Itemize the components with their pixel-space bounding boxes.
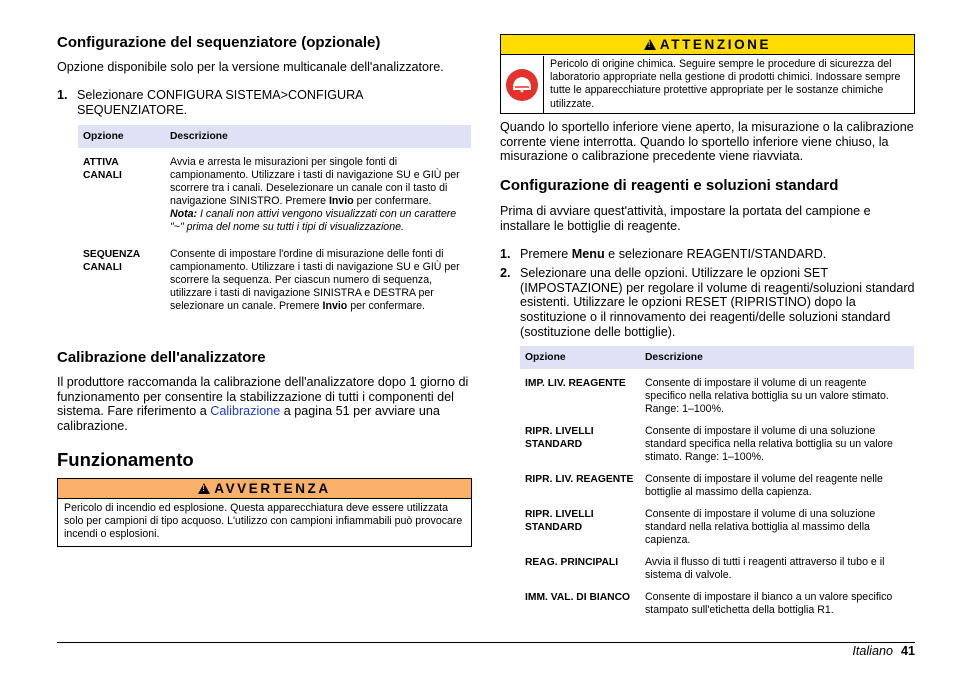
option-name: REAG. PRINCIPALI xyxy=(525,557,619,568)
option-description: Consente di impostare il volume del reagente nelle bottiglie al massimo della capienza. xyxy=(645,473,883,498)
caution-label: ATTENZIONE xyxy=(659,37,772,52)
section-title-calibration: Calibrazione dell'analizzatore xyxy=(57,349,266,366)
table-row xyxy=(520,556,914,591)
step-text: Selezionare CONFIGURA SISTEMA>CONFIGURA SEQUENZIATORE. xyxy=(77,88,363,117)
option-name: RIPR. LIVELLI STANDARD xyxy=(525,509,594,533)
step-1-sequencer xyxy=(57,88,472,118)
option-name: SEQUENZA CANALI xyxy=(83,249,140,273)
page-footer xyxy=(852,644,915,658)
chemical-hazard-icon xyxy=(505,68,539,102)
option-name: IMM. VAL. DI BIANCO xyxy=(525,592,631,603)
option-description: Avvia il flusso di tutti i reagenti attraverso il tubo e il sistema di valvole. xyxy=(645,556,885,581)
step-1-reagents xyxy=(500,247,915,263)
table-header-option: Opzione xyxy=(78,125,165,148)
note-label: Nota: xyxy=(170,208,198,220)
option-name: IMP. LIV. REAGENTE xyxy=(525,378,626,389)
table-row xyxy=(520,508,914,556)
footer-language: Italiano xyxy=(852,644,893,658)
option-description: Consente di impostare il volume di una soluzione standard specifica nella relativa bottiglia su un valore stimato. Range: 1–100%. xyxy=(645,425,893,463)
table-row xyxy=(520,425,914,473)
section-title-operation: Funzionamento xyxy=(57,449,194,470)
caution-box xyxy=(500,34,915,114)
calibration-text: Il produttore raccomanda la calibrazione dell'analizzatore dopo 1 giorno di funzionamento per consentire la stabilizzazione di tutti i componenti del sistema. Fare riferimento a Calibrazione a pagina 51 per avviare una calibrazione. xyxy=(57,375,469,434)
step-number: 1. xyxy=(500,247,511,261)
reagents-intro: Prima di avviare quest'attività, impostare la portata del campione e installare le bottiglie di reagente. xyxy=(500,204,871,233)
step-text: Selezionare una delle opzioni. Utilizzare le opzioni SET (IMPOSTAZIONE) per regolare il volume di reagenti/soluzioni standard esistenti. Utilizzare le opzioni RESET (RIPRISTINO) dopo la sostituzione o il rinnovamento dei reagenti/delle soluzioni standard (sostituzione delle bottiglie). xyxy=(520,266,915,339)
option-description: Avvia e arresta le misurazioni per singole fonti di campionamento. Utilizzare i tasti di navigazione SU e GIÙ per scorrere tra i canali. Deselezionare un canale con il tasto di navigazione SINISTRO. Premere Invio per confermare. Nota: I canali non attivi vengono visualizzati con un carattere "~" prima del nome su tutti i tipi di visualizzazione. xyxy=(170,156,460,233)
door-info-text: Quando lo sportello inferiore viene aperto, la misurazione o la calibrazione corrente viene interrotta. Quando lo sportello inferiore viene chiuso, la misurazione o calibrazione precedente viene riavviata. xyxy=(500,120,914,164)
option-description: Consente di impostare il bianco a un valore specifico stampato sull'etichetta della bottiglia R1. xyxy=(645,591,893,616)
sequencer-options-table xyxy=(78,125,471,313)
warning-triangle-icon xyxy=(198,483,210,494)
sequencer-intro: Opzione disponibile solo per la versione multicanale dell'analizzatore. xyxy=(57,60,444,74)
warning-box xyxy=(57,478,472,547)
caution-text: Pericolo di origine chimica. Seguire sempre le procedure di sicurezza del laboratorio appropriate nella gestione di prodotti chimici. Indossare sempre tutte le apparecchiature protettive appropriate per le sostanze chimiche utilizzate. xyxy=(550,58,901,110)
caution-header xyxy=(501,35,914,55)
table-row xyxy=(78,148,471,248)
warning-text: Pericolo di incendio ed esplosione. Questa apparecchiatura deve essere utilizzata solo per campioni di tipo acquoso. L'utilizzo con campioni infiammabili può provocare incendi o esplosioni. xyxy=(64,502,463,541)
table-header-option: Opzione xyxy=(520,346,640,369)
footer-divider xyxy=(57,642,915,643)
table-row xyxy=(520,591,914,617)
reagents-options-table xyxy=(520,346,914,617)
table-row xyxy=(520,369,914,425)
warning-header xyxy=(58,479,471,499)
table-header-description: Descrizione xyxy=(165,125,471,148)
page-number: 41 xyxy=(900,644,915,658)
section-title-sequencer: Configurazione del sequenziatore (opzionale) xyxy=(57,34,381,51)
note-text: I canali non attivi vengono visualizzati con un carattere "~" prima del nome su tutti i tipi di visualizzazione. xyxy=(170,208,457,233)
caution-triangle-icon xyxy=(644,39,656,50)
step-2-reagents xyxy=(500,266,915,340)
caution-icon-cell xyxy=(501,56,544,114)
option-description: Consente di impostare il volume di una soluzione standard nella relativa bottiglia al massimo della capienza. xyxy=(645,508,876,546)
calibration-link[interactable]: Calibrazione xyxy=(210,404,281,419)
option-description: Consente di impostare l'ordine di misurazione delle fonti di campionamento. Utilizzare i tasti di navigazione SU e GIÙ per scorrere la sequenza. Per ciascun numero di sequenza, utilizzare i tasti di navigazione SINISTRA e DESTRA per selezionare un canale. Premere Invio per confermare. xyxy=(170,248,460,312)
option-name: RIPR. LIV. REAGENTE xyxy=(525,474,634,485)
step-number: 2. xyxy=(500,266,511,280)
table-row xyxy=(78,248,471,313)
option-name: ATTIVA CANALI xyxy=(83,157,122,181)
option-description: Consente di impostare il volume di un reagente specifico nella relativa bottiglia su un valore stimato. Range: 1–100%. xyxy=(645,377,889,415)
warning-label: AVVERTENZA xyxy=(214,481,331,496)
step-number: 1. xyxy=(57,88,68,102)
table-header-description: Descrizione xyxy=(640,346,914,369)
step-text: Premere Menu e selezionare REAGENTI/STANDARD. xyxy=(520,247,827,261)
table-row xyxy=(520,473,914,508)
section-title-reagents: Configurazione di reagenti e soluzioni standard xyxy=(500,177,839,194)
option-name: RIPR. LIVELLI STANDARD xyxy=(525,426,594,450)
